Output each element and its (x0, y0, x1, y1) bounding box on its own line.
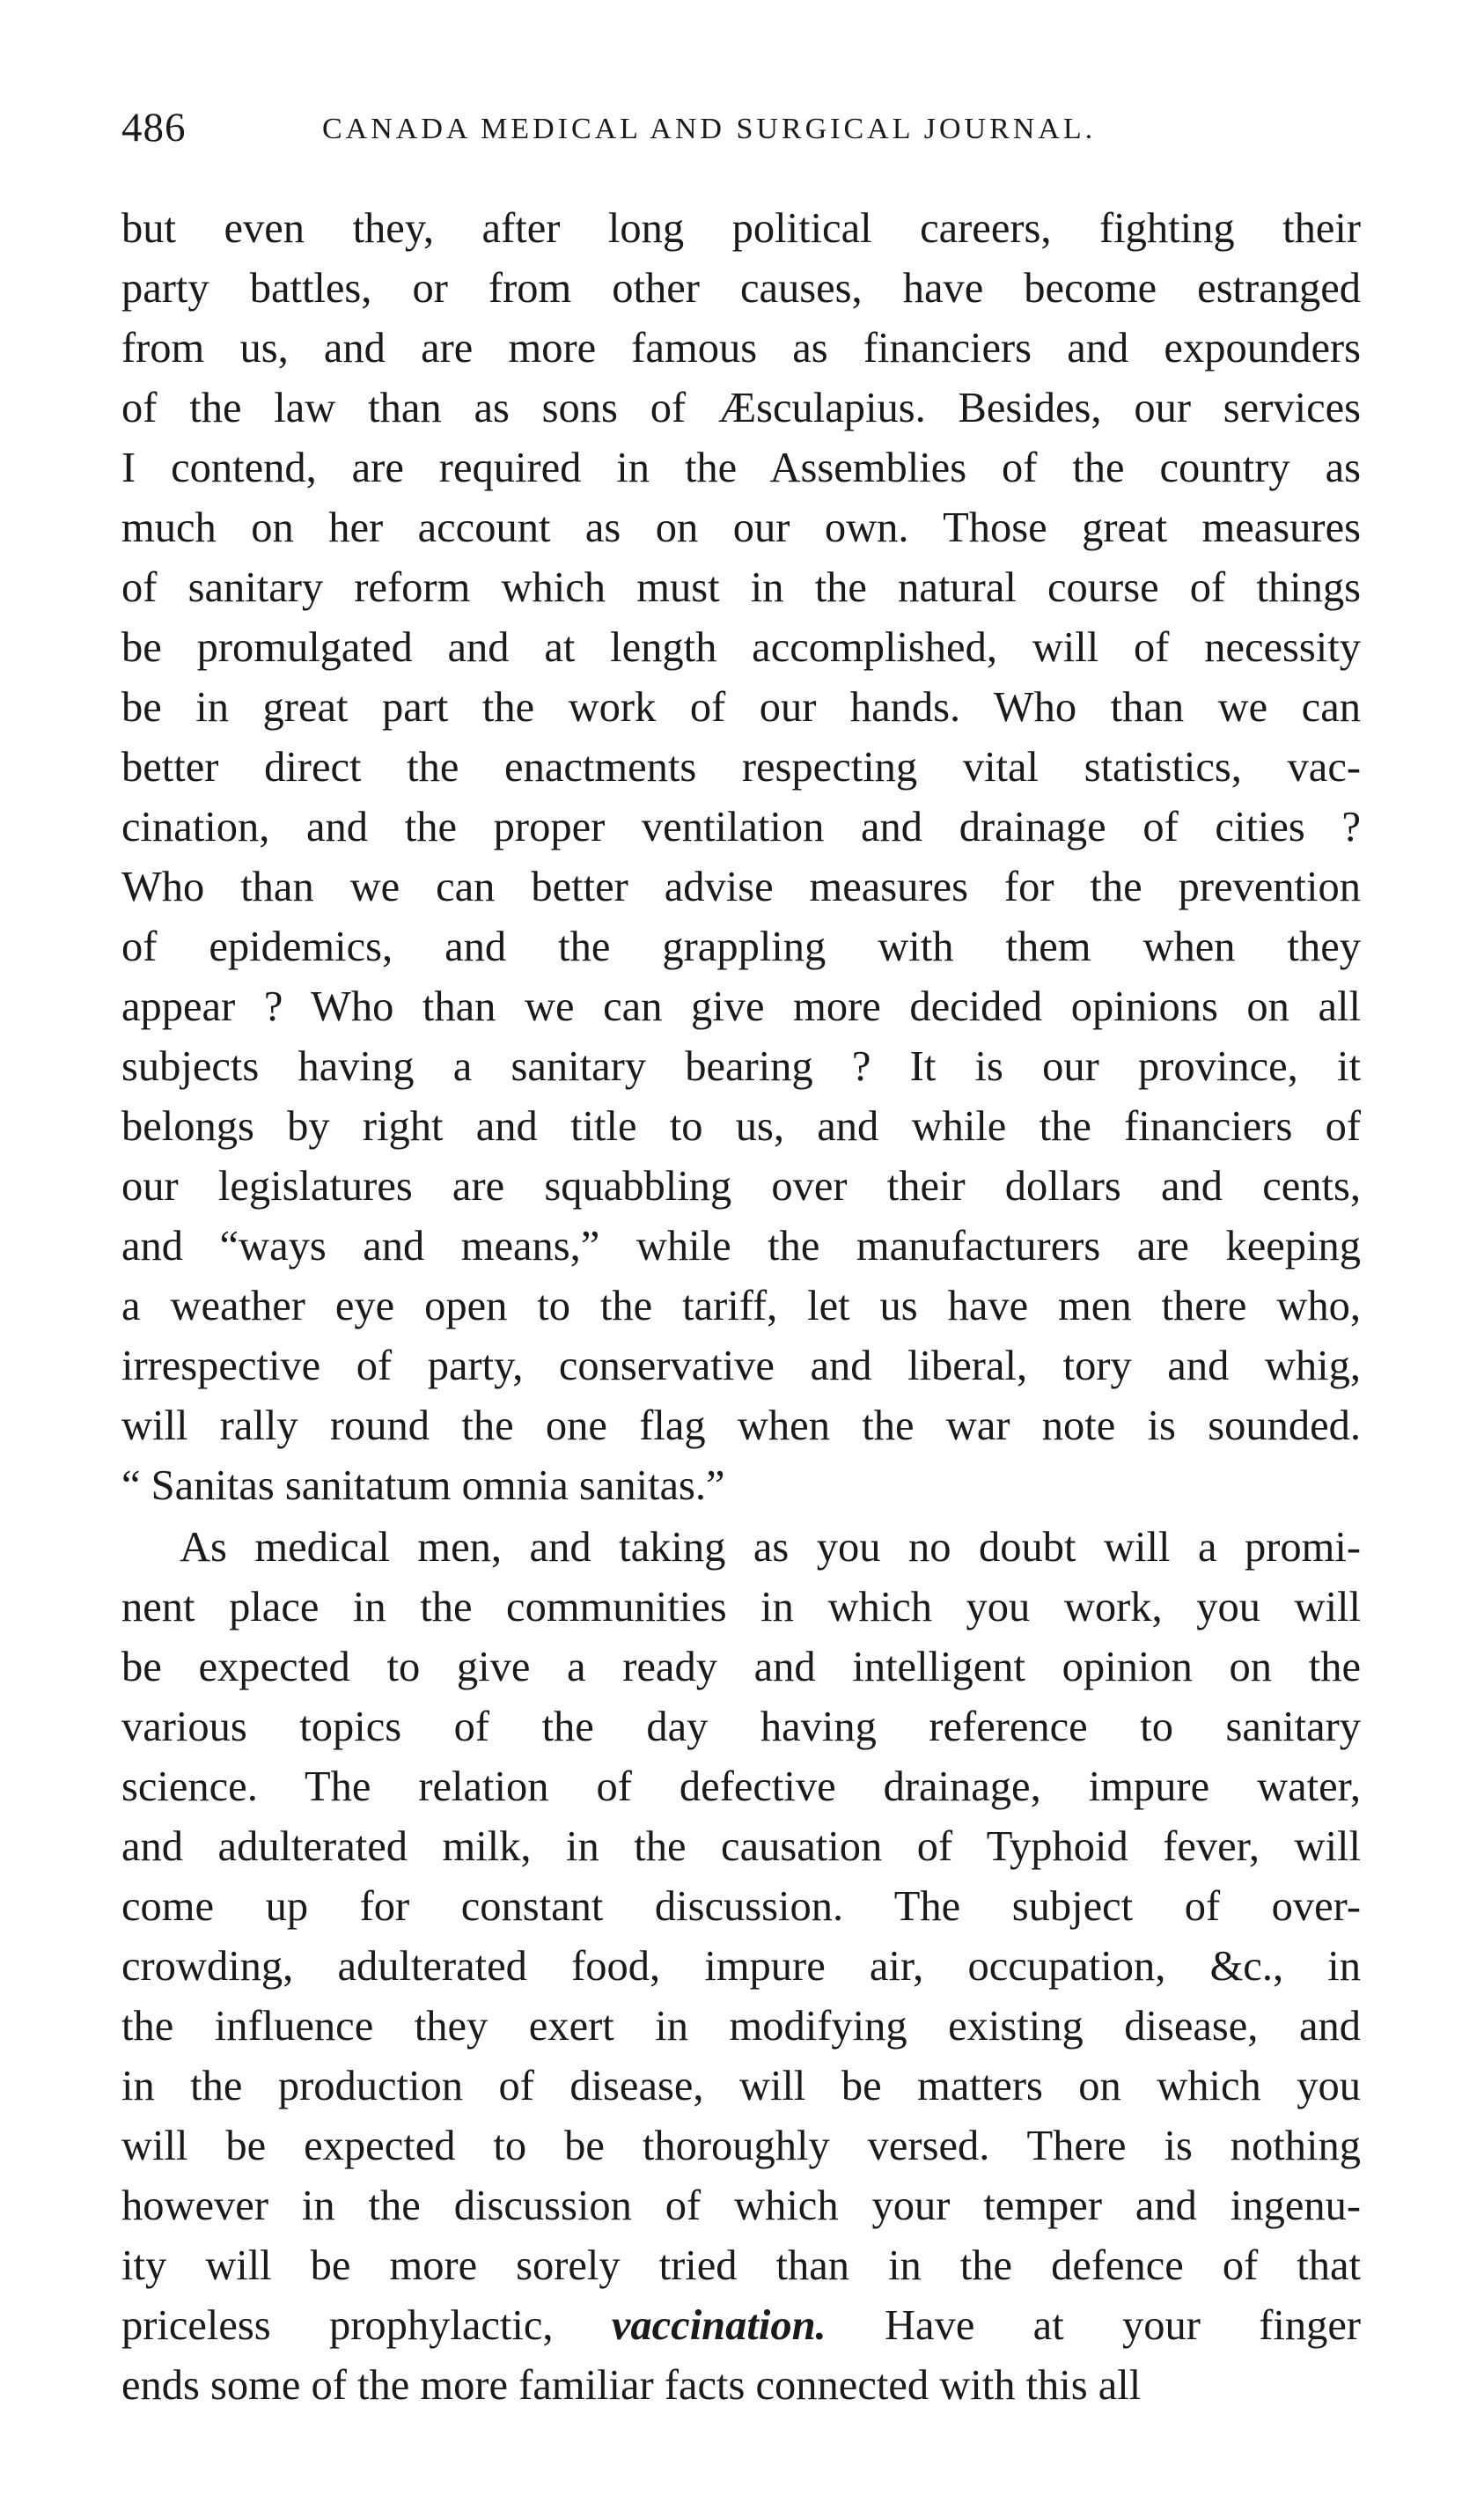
text-line: our legislatures are squabbling over their dollars and cents, (121, 1163, 1361, 1210)
paragraph-1 (121, 199, 1361, 1516)
text-line: but even they, after long political careers, fighting their (121, 205, 1361, 252)
text-line: nent place in the communities in which you work, you will (121, 1584, 1361, 1630)
text-line: the influence they exert in modifying existing disease, and (121, 2003, 1361, 2050)
page-content (121, 104, 1361, 2416)
page-number: 486 (121, 105, 187, 151)
text-line: from us, and are more famous as financiers and expounders (121, 325, 1361, 372)
text-line: of epidemics, and the grappling with them when they (121, 924, 1361, 970)
text-line: be expected to give a ready and intelligent opinion on the (121, 1644, 1361, 1690)
text-line: As medical men, and taking as you no doubt will a promi- (180, 1524, 1361, 1571)
text-line: will rally round the one flag when the war note is sounded. (121, 1402, 1361, 1449)
text-line: irrespective of party, conservative and liberal, tory and whig, (121, 1343, 1361, 1389)
running-head (121, 104, 1361, 166)
text-line: I contend, are required in the Assemblies of the country as (121, 445, 1361, 491)
text-line: be in great part the work of our hands. Who than we can (121, 684, 1361, 731)
text-line: belongs by right and title to us, and while the financiers of (121, 1103, 1361, 1150)
text-segment: priceless prophylactic, (121, 2302, 554, 2349)
text-line: and “ways and means,” while the manufacturers are keeping (121, 1223, 1361, 1270)
emphasis-vaccination: vaccination. (611, 2302, 826, 2349)
text-line: be promulgated and at length accomplished, will of necessity (121, 624, 1361, 671)
text-line: appear ? Who than we can give more decided opinions on all (121, 983, 1361, 1030)
text-line: subjects having a sanitary bearing ? It is our province, it (121, 1043, 1361, 1090)
text-line: of the law than as sons of Æsculapius. Besides, our services (121, 385, 1361, 431)
text-line: various topics of the day having reference to sanitary (121, 1704, 1361, 1750)
text-line: in the production of disease, will be matters on which you (121, 2063, 1361, 2109)
text-line: crowding, adulterated food, impure air, occupation, &c., in (121, 1943, 1361, 1990)
journal-title: CANADA MEDICAL AND SURGICAL JOURNAL. (322, 113, 1097, 145)
text-line: of sanitary reform which must in the natural course of things (121, 564, 1361, 611)
text-line: much on her account as on our own. Those great measures (121, 504, 1361, 551)
text-line: will be expected to be thoroughly versed. There is nothing (121, 2123, 1361, 2169)
text-line: better direct the enactments respecting vital statistics, vac- (121, 744, 1361, 791)
text-line: ends some of the more familiar facts connected with this all (121, 2362, 1142, 2409)
text-line: Who than we can better advise measures for the prevention (121, 864, 1361, 910)
text-line: ity will be more sorely tried than in the defence of that (121, 2242, 1361, 2289)
text-line: party battles, or from other causes, have become estranged (121, 265, 1361, 312)
text-line: a weather eye open to the tariff, let us have men there who, (121, 1283, 1361, 1329)
text-segment: Have at your finger (885, 2302, 1362, 2349)
text-line-with-emphasis (121, 2296, 1361, 2356)
text-line: and adulterated milk, in the causation of Typhoid fever, will (121, 1823, 1361, 1870)
text-line: however in the discussion of which your temper and ingenu- (121, 2182, 1361, 2229)
text-line: “ Sanitas sanitatum omnia sanitas.” (121, 1462, 725, 1509)
text-line: cination, and the proper ventilation and drainage of cities ? (121, 804, 1361, 850)
text-line: science. The relation of defective drainage, impure water, (121, 1763, 1361, 1810)
text-line: come up for constant discussion. The subject of over- (121, 1883, 1361, 1930)
paragraph-2 (121, 1518, 1361, 2416)
